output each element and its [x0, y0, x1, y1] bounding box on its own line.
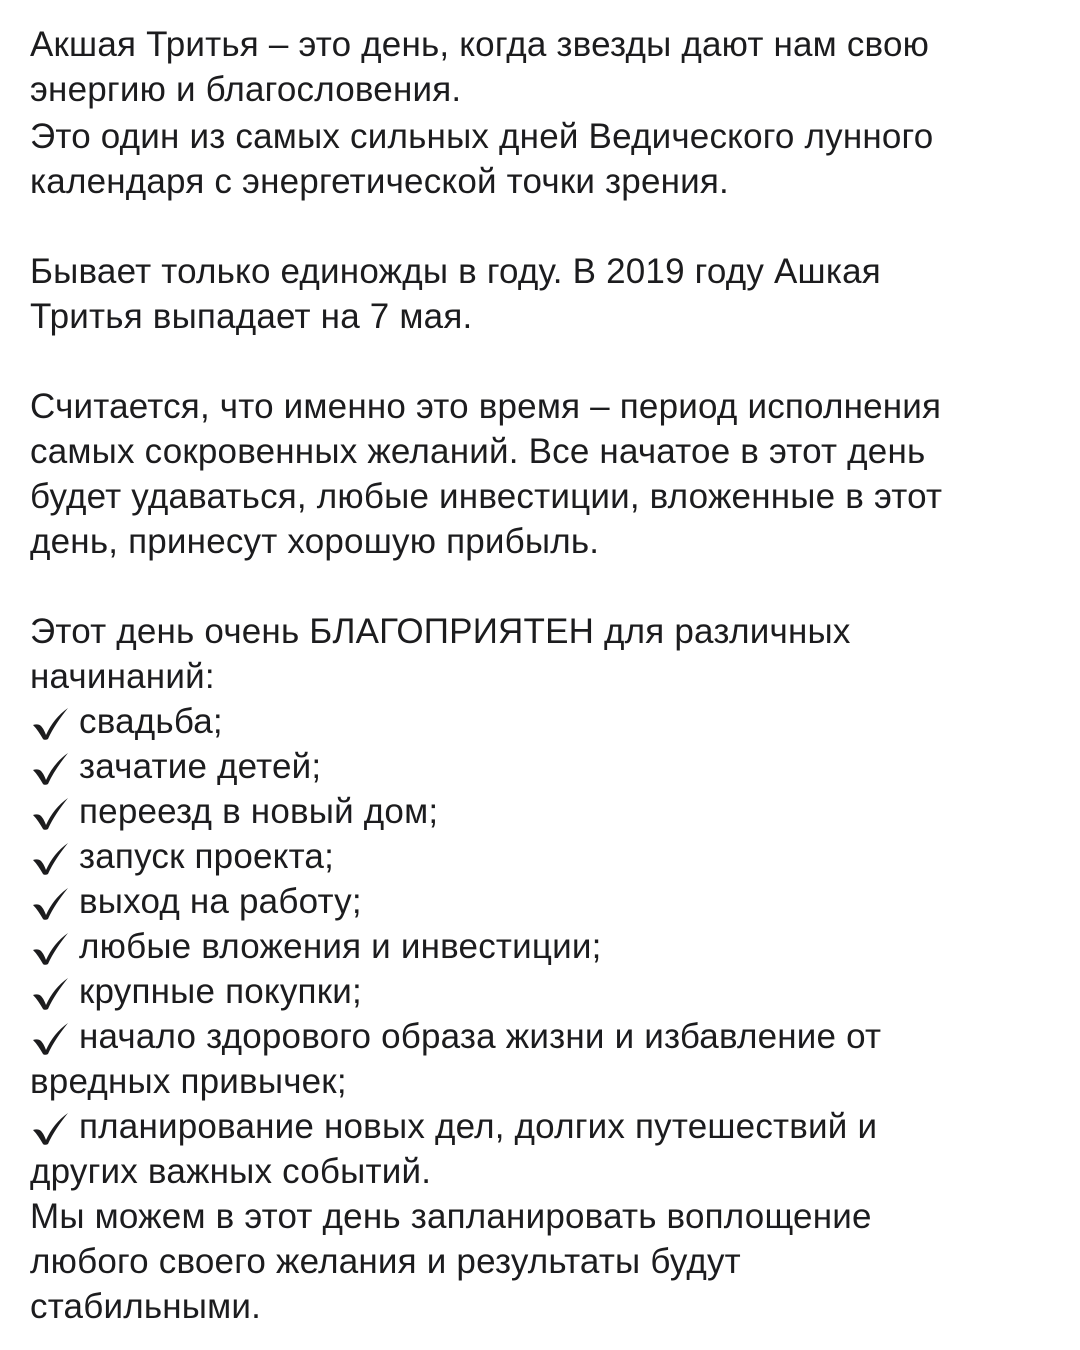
check-mark-icon — [30, 1111, 70, 1145]
text-line: Акшая Тритья – это день, когда звезды дают нам свою — [30, 25, 930, 64]
checklist-item-line — [30, 789, 1050, 834]
checklist-item — [30, 699, 1050, 744]
text-line: календаря с энергетической точки зрения. — [30, 162, 729, 201]
checklist-item-text: запуск проекта; — [79, 837, 334, 876]
checklist-item — [30, 834, 1050, 879]
text-line: Тритья выпадает на 7 мая. — [30, 297, 473, 336]
checklist-item — [30, 744, 1050, 789]
paragraph-vedic — [30, 114, 1050, 204]
checklist-item — [30, 969, 1050, 1014]
paragraph-intro — [30, 22, 1050, 112]
text-line: Бывает только единожды в году. В 2019 году Ашкая — [30, 252, 881, 291]
check-mark-icon — [30, 751, 70, 785]
paragraph-gap — [30, 204, 1050, 249]
checklist-item-line — [30, 1149, 1050, 1194]
text-line: энергию и благословения. — [30, 70, 462, 109]
checklist-item-line — [30, 879, 1050, 924]
checklist-item-text: зачатие детей; — [79, 747, 322, 786]
check-mark-icon — [30, 796, 70, 830]
text-line: любого своего желания и результаты будут — [30, 1242, 741, 1281]
checklist-item-text: крупные покупки; — [79, 972, 362, 1011]
checklist-item-text: выход на работу; — [79, 882, 362, 921]
paragraph-gap — [30, 564, 1050, 609]
checklist-item-line — [30, 1014, 1050, 1059]
text-line: Мы можем в этот день запланировать воплощение — [30, 1197, 872, 1236]
check-mark-icon — [30, 841, 70, 875]
checklist-item-text: начало здорового образа жизни и избавление от — [79, 1017, 882, 1056]
paragraph-date — [30, 249, 1050, 339]
text-line: день, принесут хорошую прибыль. — [30, 522, 600, 561]
text-line: самых сокровенных желаний. Все начатое в этот день — [30, 432, 926, 471]
checklist-item-text: переезд в новый дом; — [79, 792, 439, 831]
checklist — [30, 699, 1050, 1194]
checklist-item-line — [30, 924, 1050, 969]
checklist-item — [30, 879, 1050, 924]
text-line: начинаний: — [30, 657, 215, 696]
text-line: Считается, что именно это время – период исполнения — [30, 387, 942, 426]
checklist-item-text: планирование новых дел, долгих путешествий и — [79, 1107, 878, 1146]
check-mark-icon — [30, 976, 70, 1010]
checklist-item-line — [30, 969, 1050, 1014]
checklist-item-text: других важных событий. — [30, 1152, 432, 1191]
check-mark-icon — [30, 886, 70, 920]
text-line: Этот день очень БЛАГОПРИЯТЕН для различных — [30, 612, 851, 651]
checklist-item — [30, 924, 1050, 969]
paragraph-favorable — [30, 609, 1050, 699]
check-mark-icon — [30, 706, 70, 740]
checklist-item-line — [30, 1104, 1050, 1149]
check-mark-icon — [30, 931, 70, 965]
checklist-item-line — [30, 699, 1050, 744]
paragraph-wishes — [30, 384, 1050, 564]
checklist-item — [30, 1014, 1050, 1104]
checklist-item-line — [30, 1059, 1050, 1104]
checklist-item-text: свадьба; — [79, 702, 223, 741]
checklist-item — [30, 789, 1050, 834]
paragraph-gap — [30, 339, 1050, 384]
checklist-item-text: любые вложения и инвестиции; — [79, 927, 602, 966]
checklist-item — [30, 1104, 1050, 1194]
text-line: Это один из самых сильных дней Ведического лунного — [30, 117, 934, 156]
checklist-item-text: вредных привычек; — [30, 1062, 347, 1101]
paragraph-conclusion — [30, 1194, 1050, 1329]
check-mark-icon — [30, 1021, 70, 1055]
note-body — [30, 22, 1050, 1329]
text-line: стабильными. — [30, 1287, 262, 1326]
text-line: будет удаваться, любые инвестиции, вложенные в этот — [30, 477, 943, 516]
checklist-item-line — [30, 834, 1050, 879]
checklist-item-line — [30, 744, 1050, 789]
